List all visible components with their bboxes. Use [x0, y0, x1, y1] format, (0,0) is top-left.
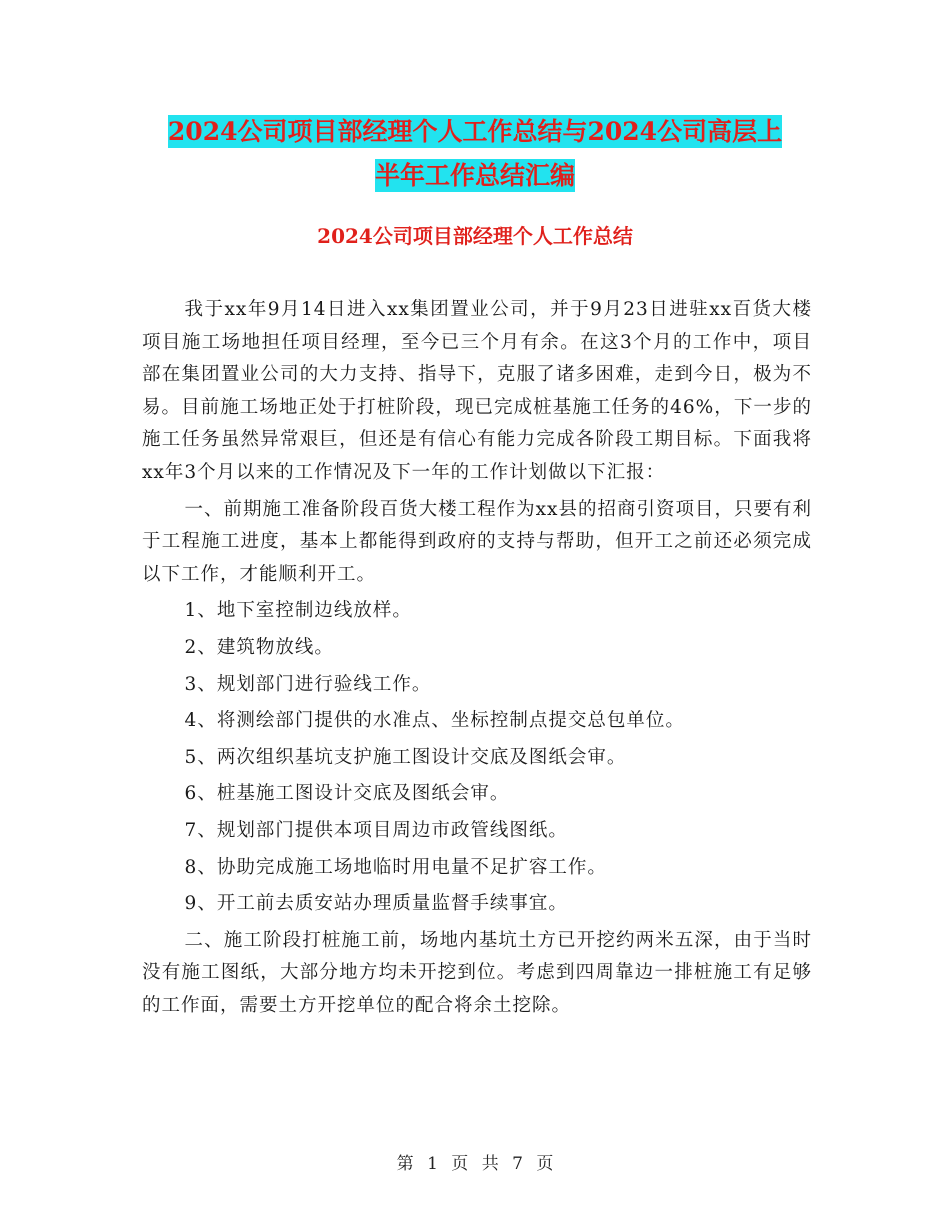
page-total: 7: [512, 1154, 523, 1174]
page-total-label: 共: [481, 1154, 499, 1174]
list-item: 4、将测绘部门提供的水准点、坐标控制点提交总包单位。: [184, 710, 685, 732]
list-item: 5、两次组织基坑支护施工图设计交底及图纸会审。: [184, 746, 627, 768]
page-number-footer: [0, 1152, 950, 1176]
page-current: 1: [427, 1154, 438, 1174]
document-body: [142, 294, 812, 1022]
list-item: 6、桩基施工图设计交底及图纸会审。: [184, 783, 510, 805]
list-item: 8、协助完成施工场地临时用电量不足扩容工作。: [184, 856, 607, 878]
list-item: 7、规划部门提供本项目周边市政管线图纸。: [184, 819, 568, 841]
section-title: 2024公司项目部经理个人工作总结: [317, 224, 633, 248]
paragraph-section-1: 一、前期施工准备阶段百货大楼工程作为xx县的招商引资项目，只要有利于工程施工进度，基本上都能得到政府的支持与帮助，但开工之前还必须完成以下工作，才能顺利开工。: [142, 498, 812, 585]
page-mid: 页: [451, 1154, 469, 1174]
paragraph-intro: 我于xx年9月14日进入xx集团置业公司，并于9月23日进驻xx百货大楼项目施工场地担任项目经理，至今已三个月有余。在这3个月的工作中，项目部在集团置业公司的大力支持、指导下，克服了诸多困难，走到今日，极为不易。目前施工场地正处于打桩阶段，现已完成桩基施工任务的46%，下一步的施工任务虽然异常艰巨，但还是有信心有能力完成各阶段工期目标。下面我将xx年3个月以来的工作情况及下一年的工作计划做以下汇报：: [142, 299, 812, 483]
page-suffix: 页: [536, 1154, 554, 1174]
list-item: 1、地下室控制边线放样。: [184, 600, 412, 622]
list-item: 2、建筑物放线。: [184, 636, 334, 658]
page-prefix: 第: [396, 1154, 414, 1174]
document-title-line-1: 2024公司项目部经理个人工作总结与2024公司高层上: [167, 117, 783, 146]
document-title: [140, 110, 810, 198]
paragraph-section-2: 二、施工阶段打桩施工前，场地内基坑土方已开挖约两米五深，由于当时没有施工图纸，大部分地方均未开挖到位。考虑到四周靠边一排桩施工有足够的工作面，需要土方开挖单位的配合将余土挖除。: [142, 929, 812, 1016]
list-item: 9、开工前去质安站办理质量监督手续事宜。: [184, 893, 568, 915]
list-item: 3、规划部门进行验线工作。: [184, 673, 432, 695]
document-title-line-2: 半年工作总结汇编: [374, 161, 575, 190]
